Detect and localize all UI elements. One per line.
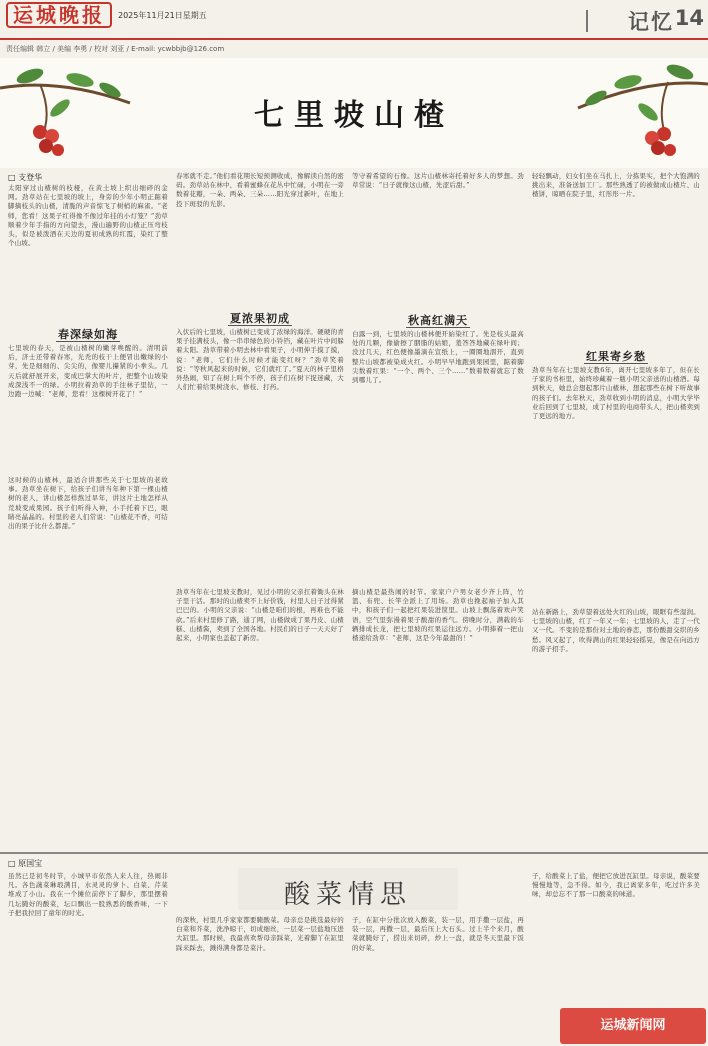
article-column: 白露一到，七里坡的山楂林便开始染红了。先是枝头最高处的几颗，像偷擦了胭脂的姑娘，羞答答地藏在绿叶间；没过几天，红色便像墨滴在宣纸上，一圈圈地洇开，直到整片山坡都被染成火红。小明早早地跑到果园里，踮着脚尖数着红果：“一个、两个、三个……”数着数着就忘了数到哪儿了。	[352, 330, 524, 385]
subheading: 红果寄乡愁	[586, 350, 646, 363]
editor-credits: 责任编辑 韩立 / 美编 李勇 / 校对 刘亚 / E-mail: ycwbbjb@126.com	[6, 45, 225, 53]
watermark-logo: 运城新闻网	[560, 1008, 706, 1044]
article-column: 入伏后的七里坡，山楂树已变成了浓绿的海洋。硬硬的青果子挂满枝头，像一串串绿色的小铃铛，藏在叶片中间躲着太阳。劲草带着小明去林中看果子，小明伸手摸了摸，说：“老师，它们什么时候才能变红呀？”劲草笑着说：“等秋风起来的时候，它们就红了。”夏天的林子里格外热闹，知了在树上叫个不停，孩子们在树下捉迷藏，大人们忙着给果树浇水、修枝、打药。	[176, 328, 344, 392]
article-column: 劲草当年在七里坡支教6年，离开七里坡多年了，但在长子家的书柜里，始终珍藏着一瓶小明父亲送的山楂酒。每到秋天，她总会想起那片山楂林，想起那些在树下听故事的孩子们。去年秋天，劲草收到小明的消息，小明大学毕业后回到了七里坡，成了村里的电商带头人，把山楂卖到了更远的地方。	[532, 366, 700, 421]
issue-date: 2025年11月21日星期五	[118, 11, 207, 20]
article-column: 子，给酸菜上了盐，便把它放进瓦缸里。母亲说，酸菜要慢慢地等，急不得。如今，我已离家多年，吃过许多美味，却总忘不了那一口酸菜的味道。	[532, 872, 700, 899]
article-divider	[0, 852, 708, 854]
article-column: 太阳穿过山楂树的枝桠，在黄土坡上织出细碎的金网。劲草站在七里坡的坡上，身旁的少年小明正踮着脚摘枝头的山楂，清脆的声音惊飞了树梢的麻雀。“老师，您看！这果子红得像不像过年挂的小灯笼？”劲草顺着少年手指的方向望去，漫山遍野的山楂正压弯枝头，似是被泼洒在天边的夏初成熟的红霞，染红了整个山坡。	[8, 184, 168, 248]
masthead-logo: 运城晚报	[6, 2, 112, 28]
article-author: □ 支登华	[8, 173, 43, 182]
article-column: 子，在缸中分批次放入酸菜，装一层，用手撒一层盐，再装一层，再撒一层，最后压上大石头。过上半个来月，酸菜就腌好了，捞出来切碎，炒上一盘，就是冬天里最下饭的好菜。	[352, 916, 524, 952]
article-column: 站在新路上，劲草望着远处火红的山坡，眼眶有些湿润。七里坡的山楂，红了一年又一年；七里坡的人，走了一代又一代。不变的是那份对土地的眷恋，那份酸甜交织的乡愁。风又起了，吹得满山的红果轻轻摇晃，像是在向远方的游子招手。	[532, 608, 700, 653]
article-column: 的深秋，村里几乎家家都要腌酸菜。母亲总是挑选最好的白菜和芥菜，洗净晾干，切成细丝，一层菜一层盐地压进大缸里。那时候，我最喜欢帮母亲踩菜，光着脚丫在缸里踩来踩去，溅得满身都是菜汁。	[176, 916, 344, 952]
article-title: 七里坡山楂	[254, 98, 454, 133]
section-divider	[586, 10, 588, 32]
article-column: 这时候的山楂林，最适合讲那些关于七里坡的老故事。劲草坐在树下，给孩子们讲当年种下第一棵山楂树的老人，讲山楂怎样熬过旱年，讲这片土地怎样从荒坡变成果园。孩子们听得入神，小手托着下巴，眼睛亮晶晶的。村里的老人们常说：“山楂花不香，可结出的果子比什么都甜。”	[8, 476, 168, 531]
page-number: 14	[674, 6, 704, 30]
article-title: 酸菜情思	[283, 880, 412, 910]
article-column: 虽然已是初冬时节，小城早市依然人来人往，热闹非凡。各色蔬菜琳琅满目，水灵灵的萝卜、白菜、芹菜堆成了小山。我在一个摊位前停下了脚步，那里摆着几坛腌好的酸菜，坛口飘出一股熟悉的酸香味，一下子把我拉回了童年的时光。	[8, 872, 168, 917]
article-column: 劲草当年在七里坡支教时，见过小明的父亲扛着锄头在林子里干活。那时的山楂卖不上好价钱，村里人日子过得紧巴巴的。小明的父亲说：“山楂是咱们的根，再难也不能砍。”后来村里修了路，通了网，山楂做成了果丹皮、山楂糕、山楂酱，卖到了全国各地。村民们的日子一天天好了起来，小明家也盖起了新房。	[176, 588, 344, 643]
article-author: □ 原国宝	[8, 859, 43, 868]
article-column: 等守着希望的石像。这片山楂林寄托着好多人的梦想。劲草常说：“日子就像这山楂，先涩后甜。”	[352, 172, 524, 190]
article-column: 七里坡的春天，是被山楂树的嫩芽唤醒的。清明前后，济士还带着春寒，光秃的枝干上便冒出嫩绿的小芽，先是细细的、尖尖的，像婴儿攥紧的小拳头。几天后就舒展开来，变成巴掌大的叶片，把整个山坡染成深浅不一的绿。小明拉着劲草的手往林子里钻，一边跑一边喊：“老师，您看！这棵树开花了！”	[8, 344, 168, 399]
subheading: 秋高红满天	[408, 314, 468, 327]
section-name: 记忆	[628, 10, 674, 34]
subheading: 夏浓果初成	[230, 312, 290, 325]
article-column: 春寒就不走。”他们看花期长短预测收成，像解读自然的密码。劲草站在林中，看着蜜蜂在花丛中忙碌，小明在一旁数着花瓣，一朵、两朵、三朵……阳光穿过新叶，在地上投下斑驳的光影。	[176, 172, 344, 208]
article-column: 轻轻飘动，妇女们坐在马扎上，分拣果实，把个大饱满的挑出来，准备送加工厂。那些熟透了的被做成山楂片、山楂饼，晾晒在院子里，红彤彤一片。	[532, 172, 700, 199]
article-column: 摘山楂是最热闹的时节。家家户户男女老少齐上阵，竹篮、布兜、长竿全派上了用场。劲草也挽起袖子加入其中，和孩子们一起把红果装进筐里。山坡上飘荡着欢声笑语，空气里弥漫着果子酸甜的香气。傍晚时分，满载的车辆排成长龙，把七里坡的红果运往远方。小明捧着一把山楂递给劲草：“老师，这是今年最甜的！”	[352, 588, 524, 643]
subheading: 春深绿如海	[58, 328, 118, 341]
